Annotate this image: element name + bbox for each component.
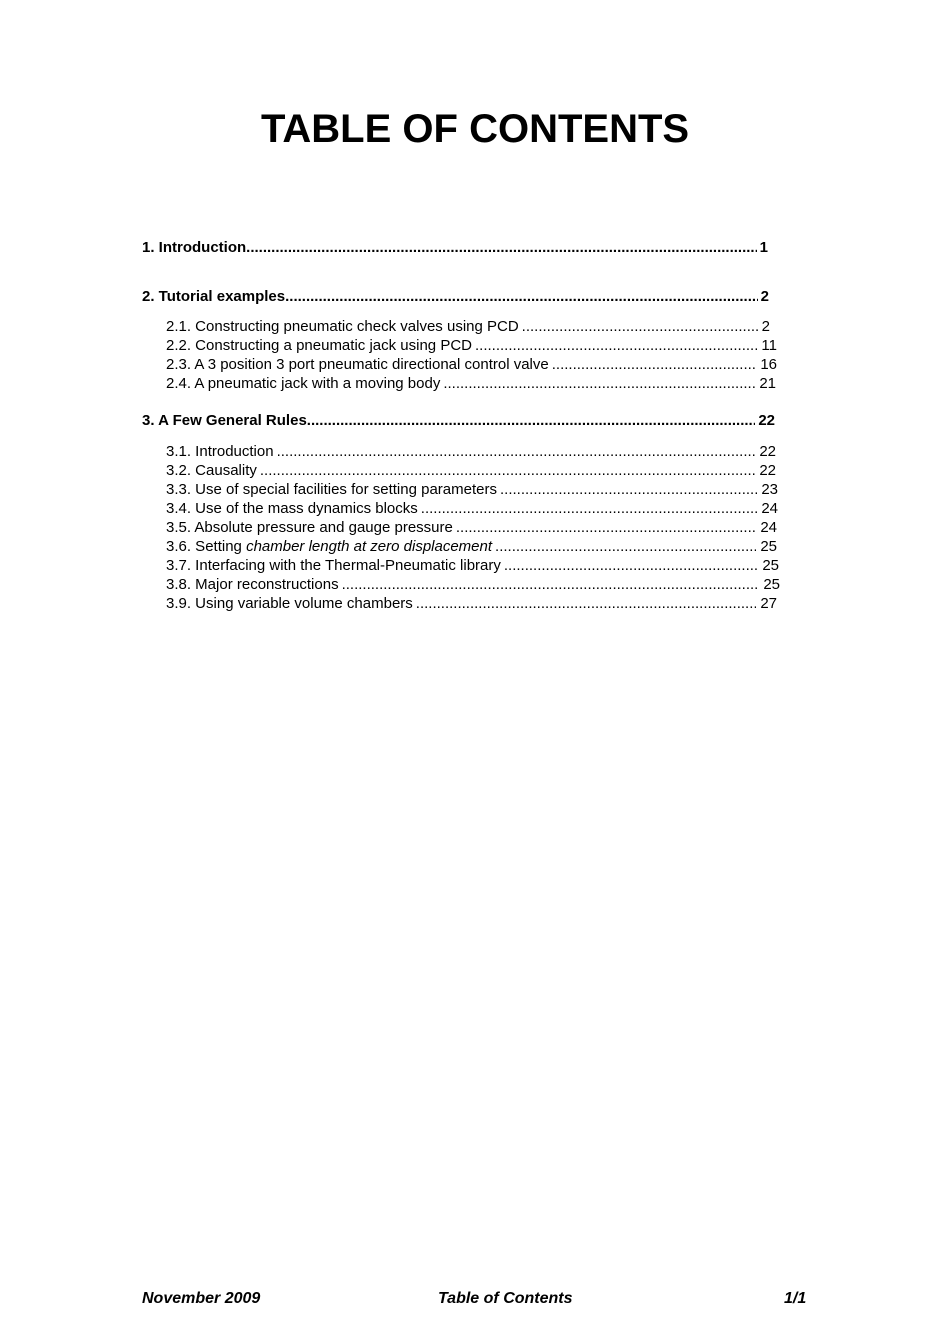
page-title: TABLE OF CONTENTS [260, 107, 690, 151]
toc-entry-label-prefix: 3.6. Setting [166, 538, 242, 555]
toc-entry-page: 11 [761, 337, 777, 354]
toc-entry-page: 24 [761, 500, 778, 517]
toc-entry-3-2[interactable] [166, 461, 776, 480]
toc-leader-dots [307, 412, 756, 430]
toc-leader-dots [342, 575, 760, 594]
toc-entry-label: 3.2. Causality [166, 462, 257, 479]
toc-leader-dots [456, 518, 756, 537]
toc-entry-3-6[interactable] [166, 537, 777, 556]
toc-entry-label: 2.3. A 3 position 3 port pneumatic directional control valve [166, 356, 549, 373]
toc-entry-label: 1. Introduction [142, 239, 247, 256]
toc-leader-dots [277, 442, 756, 461]
toc-leader-dots [421, 499, 758, 518]
toc-entry-2-3[interactable] [166, 355, 777, 374]
toc-leader-dots [443, 374, 755, 393]
toc-leader-dots [260, 461, 755, 480]
toc-entry-3-9[interactable] [166, 594, 777, 613]
toc-entry-label: 2. Tutorial examples [142, 288, 286, 305]
toc-entry-page: 2 [760, 288, 769, 305]
toc-entry-3-5[interactable] [166, 518, 777, 537]
toc-entry-label: 3.7. Interfacing with the Thermal-Pneumatic library [166, 557, 501, 574]
toc-entry-label: 3. A Few General Rules [142, 412, 307, 429]
toc-entry-3-3[interactable] [166, 480, 778, 499]
toc-entry-label: 3.4. Use of the mass dynamics blocks [166, 500, 418, 517]
toc-entry-page: 2 [761, 318, 770, 335]
toc-entry-label: 2.1. Constructing pneumatic check valves using PCD [166, 318, 519, 335]
toc-entry-label: 2.4. A pneumatic jack with a moving body [166, 375, 441, 392]
toc-entry-label: 3.3. Use of special facilities for setting parameters [166, 481, 497, 498]
toc-leader-dots [552, 355, 757, 374]
toc-entry-label: 3.9. Using variable volume chambers [166, 595, 413, 612]
toc-leader-dots [500, 480, 757, 499]
toc-entry-tutorial-examples[interactable] [142, 288, 769, 306]
toc-entry-general-rules[interactable] [142, 412, 775, 430]
toc-entry-2-4[interactable] [166, 374, 776, 393]
toc-leader-dots [495, 537, 756, 556]
toc-entry-page: 16 [760, 356, 777, 373]
toc-entry-2-1[interactable] [166, 317, 770, 336]
toc-entry-label: 2.2. Constructing a pneumatic jack using PCD [166, 337, 472, 354]
toc-entry-label-emphasis: chamber length at zero displacement [246, 538, 493, 555]
toc-entry-page: 1 [759, 239, 768, 256]
footer-section-title: Table of Contents [438, 1290, 573, 1307]
toc-entry-2-2[interactable] [166, 336, 777, 355]
toc-entry-label: 3.8. Major reconstructions [166, 576, 339, 593]
toc-entry-page: 23 [761, 481, 778, 498]
toc-leader-dots [475, 336, 757, 355]
toc-entry-page: 25 [762, 557, 779, 574]
toc-leader-dots [504, 556, 758, 575]
toc-entry-introduction[interactable] [142, 239, 768, 257]
toc-entry-page: 22 [758, 412, 775, 429]
toc-entry-page: 22 [759, 443, 776, 460]
toc-leader-dots [246, 239, 756, 257]
toc-entry-page: 25 [760, 538, 777, 555]
toc-leader-dots [522, 317, 758, 336]
toc-entry-3-7[interactable] [166, 556, 779, 575]
toc-entry-label: 3.5. Absolute pressure and gauge pressure [166, 519, 453, 536]
footer-date: November 2009 [142, 1290, 261, 1307]
toc-leader-dots [416, 594, 757, 613]
toc-entry-page: 21 [759, 375, 776, 392]
toc-entry-label: 3.1. Introduction [166, 443, 274, 460]
footer-page-number: 1/1 [784, 1290, 807, 1307]
toc-leader-dots [285, 288, 758, 306]
toc-entry-label [166, 537, 492, 556]
toc-entry-page: 27 [760, 595, 777, 612]
toc-entry-page: 22 [759, 462, 776, 479]
toc-entry-3-4[interactable] [166, 499, 778, 518]
toc-entry-3-8[interactable] [166, 575, 780, 594]
toc-entry-3-1[interactable] [166, 442, 776, 461]
toc-entry-page: 25 [763, 576, 780, 593]
toc-entry-page: 24 [760, 519, 777, 536]
